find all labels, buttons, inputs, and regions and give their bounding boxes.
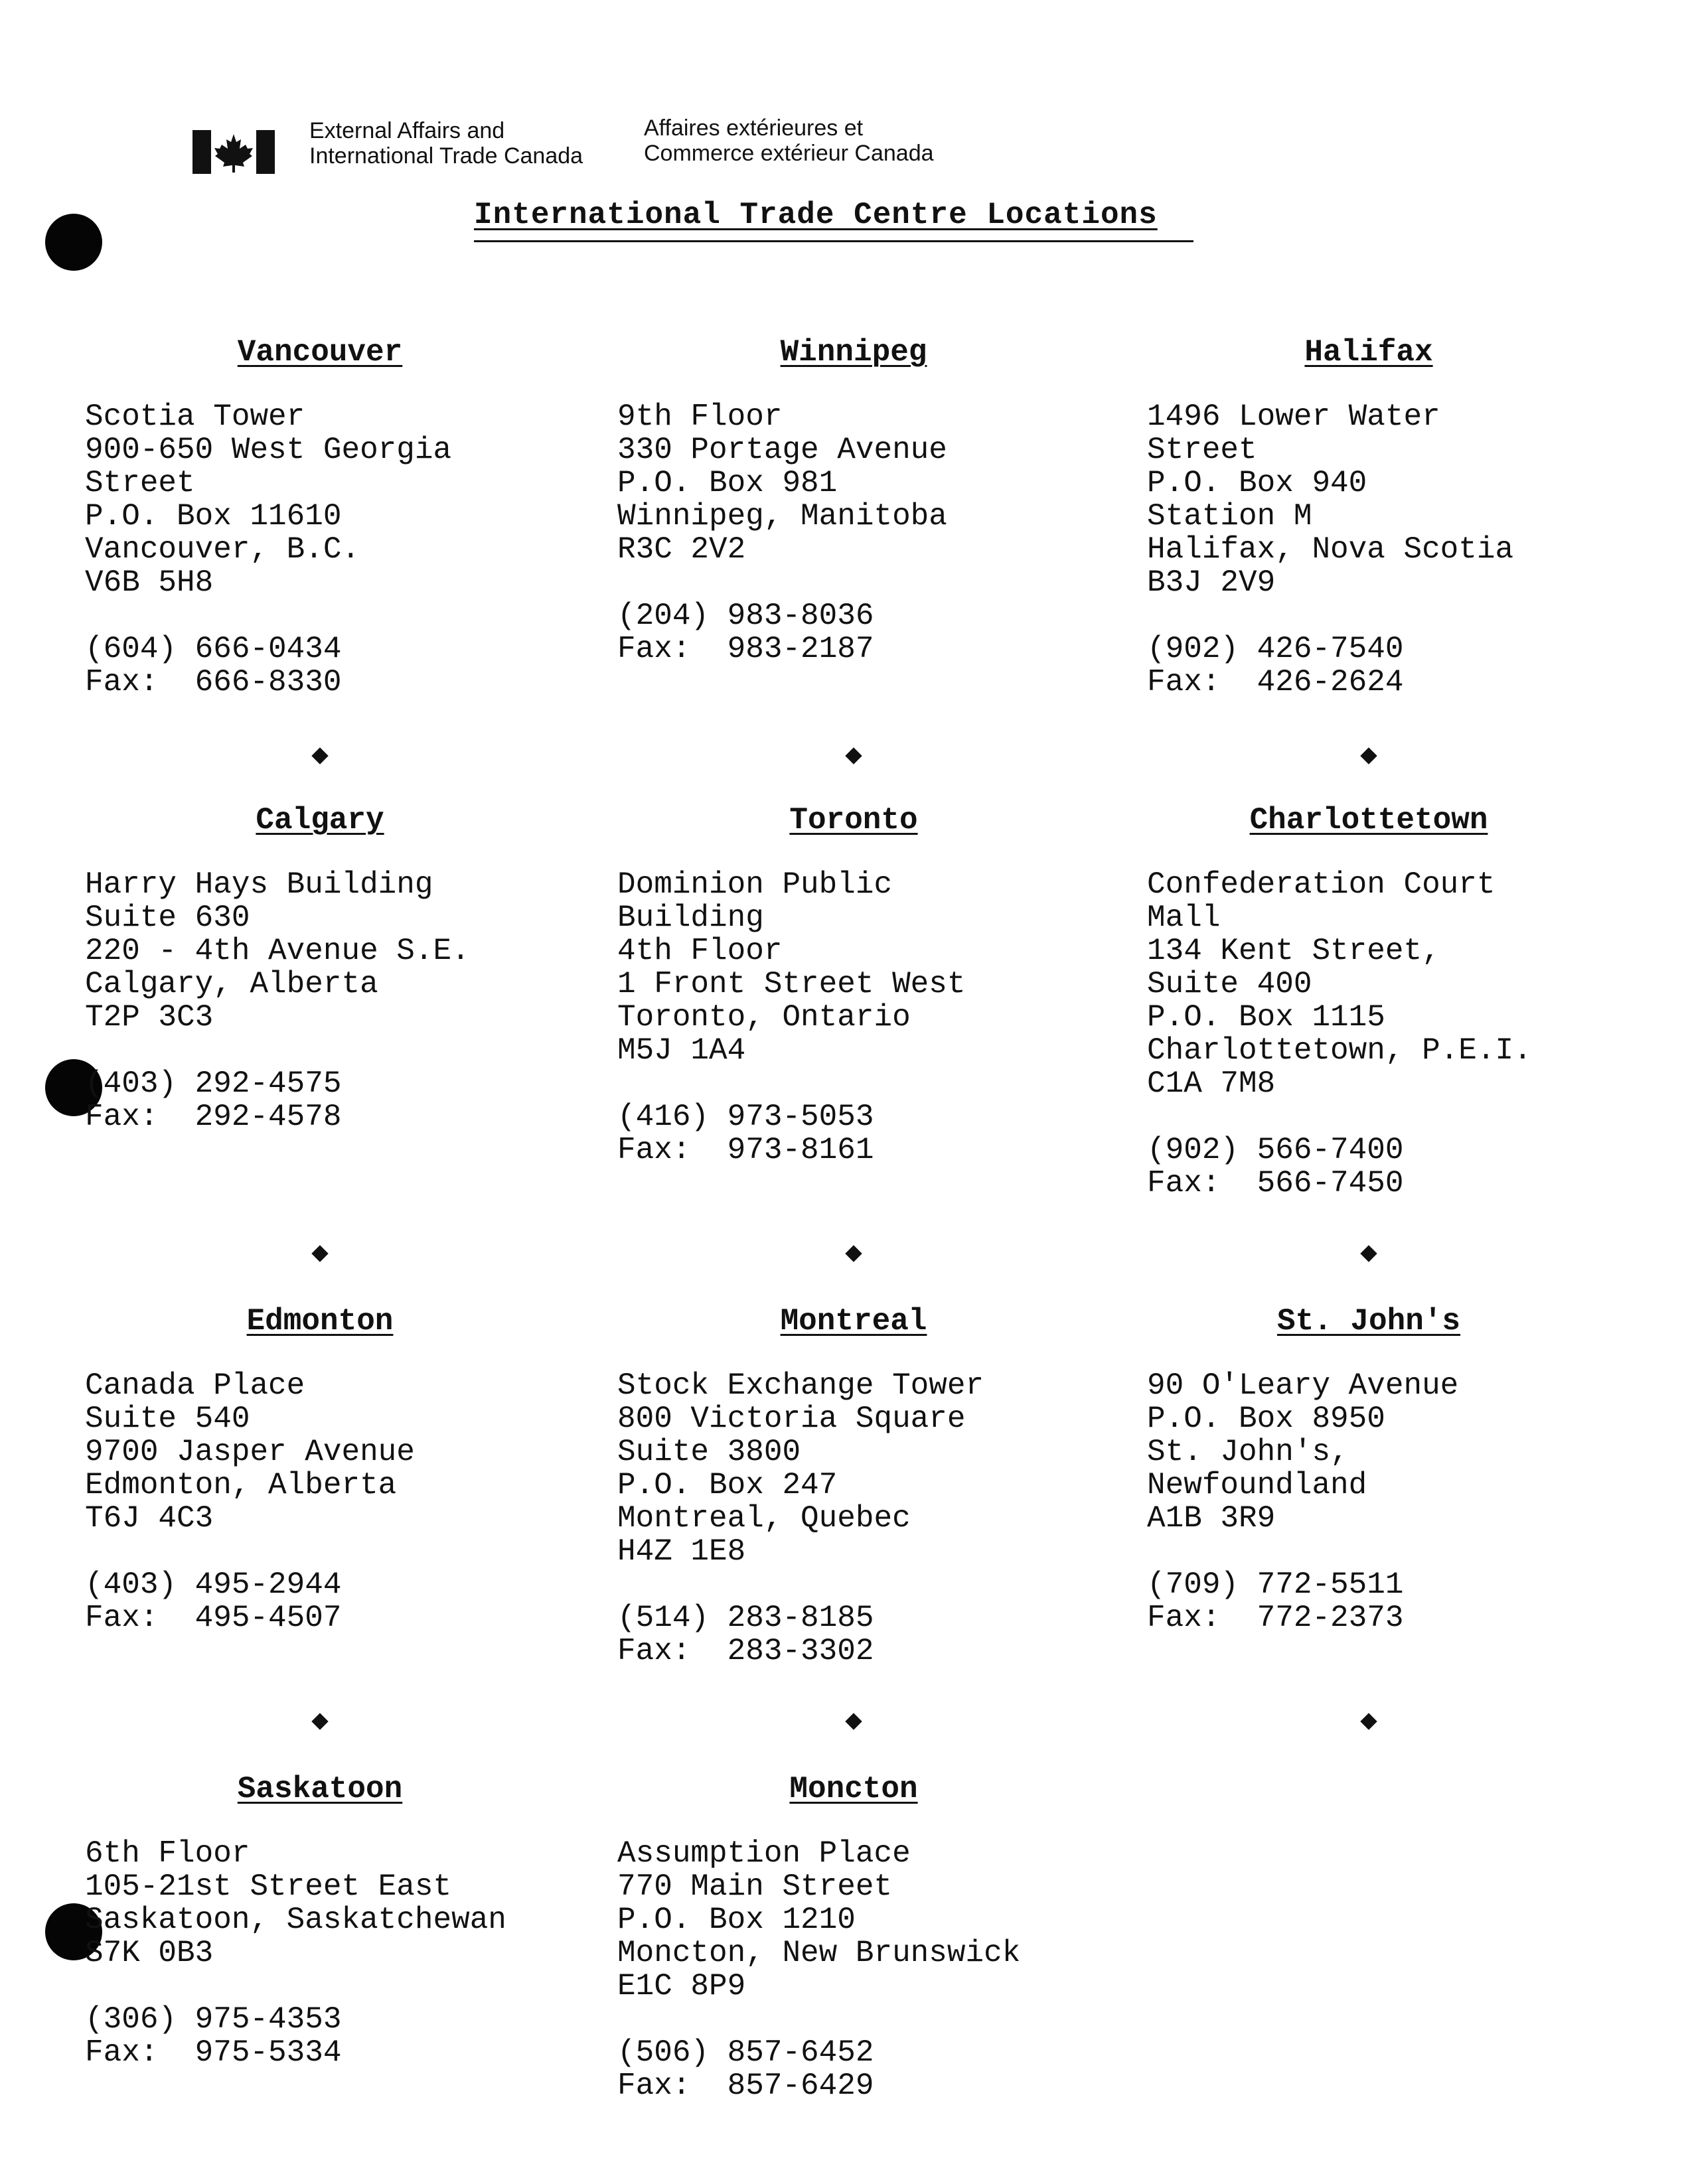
address-line: 9th Floor (617, 400, 783, 434)
fax-label: Fax: (617, 1133, 691, 1167)
office-address (617, 1369, 984, 1568)
address-line: Stock Exchange Tower (617, 1368, 984, 1403)
fax-number: 666-8330 (194, 665, 342, 699)
office-city-heading: Vancouver (237, 335, 403, 370)
office-city-heading: Montreal (780, 1304, 927, 1339)
address-line: P.O. Box 11610 (85, 499, 342, 534)
phone-number: (514) 283-8185 (617, 1601, 874, 1635)
phone-number: (416) 973-5053 (617, 1100, 874, 1134)
phone-number: (403) 495-2944 (85, 1567, 342, 1602)
fax-line (85, 1100, 341, 1133)
office-address (1147, 1369, 1458, 1535)
office-city-heading: Toronto (789, 803, 918, 837)
diamond-icon (1360, 1245, 1377, 1262)
address-line: Confederation Court (1147, 867, 1496, 902)
address-line: Newfoundland (1147, 1468, 1367, 1502)
letterhead-french (644, 115, 934, 166)
office-contact (1147, 1568, 1403, 1635)
address-line: Toronto, Ontario (617, 1000, 911, 1035)
office-address (1147, 400, 1513, 599)
address-line: P.O. Box 940 (1147, 466, 1367, 500)
office-address (85, 400, 451, 599)
fax-label: Fax: (85, 1100, 159, 1134)
diamond-icon (311, 1713, 328, 1729)
address-line: P.O. Box 981 (617, 466, 838, 500)
fax-spacer (690, 632, 727, 666)
letterhead-english-line: International Trade Canada (309, 143, 583, 169)
address-line: 105-21st Street East (85, 1869, 452, 1904)
office-city-heading: Edmonton (246, 1304, 394, 1339)
fax-label: Fax: (617, 632, 691, 666)
address-line: R3C 2V2 (617, 532, 746, 567)
address-line: Suite 3800 (617, 1435, 801, 1469)
address-line: St. John's, (1147, 1435, 1349, 1469)
office-city-heading: Calgary (256, 803, 384, 837)
fax-line (1147, 666, 1403, 699)
address-line: 800 Victoria Square (617, 1402, 966, 1436)
fax-label: Fax: (85, 1601, 159, 1635)
diamond-icon (845, 1245, 862, 1262)
address-line: Charlottetown, P.E.I. (1147, 1033, 1532, 1068)
address-line: Canada Place (85, 1368, 305, 1403)
office-address (85, 868, 470, 1034)
address-line: Suite 540 (85, 1402, 250, 1436)
address-line: V6B 5H8 (85, 565, 214, 600)
address-line: A1B 3R9 (1147, 1501, 1276, 1536)
office-contact (85, 1067, 341, 1133)
address-line: Harry Hays Building (85, 867, 433, 902)
fax-label: Fax: (617, 2069, 691, 2103)
office-address (617, 868, 966, 1067)
address-line: 6th Floor (85, 1836, 250, 1871)
address-line: 900-650 West Georgia (85, 433, 452, 467)
address-line: Street (1147, 433, 1257, 467)
office-city-heading: Saskatoon (237, 1772, 403, 1806)
fax-spacer (158, 1601, 194, 1635)
office-contact (85, 1568, 341, 1635)
fax-spacer (158, 665, 194, 699)
phone-number: (604) 666-0434 (85, 632, 342, 666)
fax-spacer (690, 1133, 727, 1167)
fax-line (1147, 1601, 1403, 1635)
diamond-icon (845, 747, 862, 764)
diamond-icon (311, 747, 328, 764)
address-line: 1496 Lower Water (1147, 400, 1440, 434)
office-city-heading: Halifax (1304, 335, 1433, 370)
address-line: Calgary, Alberta (85, 967, 378, 1001)
letterhead-english (309, 118, 583, 169)
address-line: B3J 2V9 (1147, 565, 1276, 600)
address-line: 4th Floor (617, 934, 783, 968)
fax-line (617, 2069, 874, 2102)
address-line: S7K 0B3 (85, 1936, 214, 1970)
office-city-heading: Charlottetown (1249, 803, 1488, 837)
diamond-icon (845, 1713, 862, 1729)
address-line: Scotia Tower (85, 400, 305, 434)
address-line: Building (617, 901, 764, 935)
address-line: 1 Front Street West (617, 967, 966, 1001)
fax-number: 975-5334 (194, 2035, 342, 2070)
diamond-icon (1360, 747, 1377, 764)
address-line: P.O. Box 1210 (617, 1903, 856, 1937)
address-line: Suite 400 (1147, 967, 1312, 1001)
title-double-underline (474, 240, 1193, 242)
office-contact (1147, 632, 1403, 699)
phone-number: (902) 426-7540 (1147, 632, 1404, 666)
address-line: Station M (1147, 499, 1312, 534)
address-line: Street (85, 466, 195, 500)
fax-number: 292-4578 (194, 1100, 342, 1134)
fax-spacer (1220, 665, 1257, 699)
fax-number: 983-2187 (727, 632, 874, 666)
office-contact (617, 1601, 874, 1668)
office-contact (85, 2003, 341, 2069)
address-line: P.O. Box 8950 (1147, 1402, 1385, 1436)
fax-spacer (690, 1634, 727, 1668)
fax-line (617, 632, 874, 666)
phone-number: (306) 975-4353 (85, 2002, 342, 2037)
address-line: 90 O'Leary Avenue (1147, 1368, 1459, 1403)
office-address (617, 1837, 1020, 2003)
address-line: Winnipeg, Manitoba (617, 499, 947, 534)
address-line: Montreal, Quebec (617, 1501, 911, 1536)
letterhead-french-line: Affaires extérieures et (644, 115, 864, 141)
address-line: P.O. Box 1115 (1147, 1000, 1385, 1035)
fax-label: Fax: (1147, 1166, 1221, 1201)
office-contact (617, 1100, 874, 1167)
address-line: Edmonton, Alberta (85, 1468, 397, 1502)
address-line: 9700 Jasper Avenue (85, 1435, 415, 1469)
address-line: Mall (1147, 901, 1221, 935)
fax-line (617, 1133, 874, 1167)
fax-label: Fax: (617, 1634, 691, 1668)
address-line: H4Z 1E8 (617, 1534, 746, 1569)
address-line: M5J 1A4 (617, 1033, 746, 1068)
fax-number: 973-8161 (727, 1133, 874, 1167)
fax-spacer (1220, 1601, 1257, 1635)
fax-spacer (158, 1100, 194, 1134)
diamond-icon (311, 1245, 328, 1262)
address-line: Halifax, Nova Scotia (1147, 532, 1514, 567)
fax-label: Fax: (1147, 665, 1221, 699)
fax-line (85, 1601, 341, 1635)
letterhead-english-line: External Affairs and (309, 118, 505, 143)
address-line: T2P 3C3 (85, 1000, 214, 1035)
fax-label: Fax: (1147, 1601, 1221, 1635)
office-city-heading: Winnipeg (780, 335, 927, 370)
fax-line (85, 2036, 341, 2069)
office-contact (617, 599, 874, 666)
address-line: Moncton, New Brunswick (617, 1936, 1021, 1970)
fax-spacer (158, 2035, 194, 2070)
address-line: C1A 7M8 (1147, 1066, 1276, 1101)
fax-number: 495-4507 (194, 1601, 342, 1635)
office-address (85, 1369, 415, 1535)
address-line: 220 - 4th Avenue S.E. (85, 934, 470, 968)
address-line: Dominion Public (617, 867, 893, 902)
phone-number: (204) 983-8036 (617, 599, 874, 633)
fax-number: 283-3302 (727, 1634, 874, 1668)
address-line: Vancouver, B.C. (85, 532, 360, 567)
office-address (85, 1837, 506, 1970)
letterhead-french-line: Commerce extérieur Canada (644, 141, 934, 166)
address-line: 134 Kent Street, (1147, 934, 1440, 968)
fax-number: 772-2373 (1257, 1601, 1404, 1635)
office-address (1147, 868, 1532, 1100)
phone-number: (403) 292-4575 (85, 1066, 342, 1101)
phone-number: (902) 566-7400 (1147, 1133, 1404, 1167)
page-title: International Trade Centre Locations (474, 198, 1158, 232)
fax-line (1147, 1167, 1403, 1200)
address-line: P.O. Box 247 (617, 1468, 838, 1502)
fax-line (617, 1635, 874, 1668)
fax-spacer (690, 2069, 727, 2103)
fax-number: 857-6429 (727, 2069, 874, 2103)
address-line: Saskatoon, Saskatchewan (85, 1903, 506, 1937)
address-line: 770 Main Street (617, 1869, 893, 1904)
address-line: 330 Portage Avenue (617, 433, 947, 467)
address-line: T6J 4C3 (85, 1501, 214, 1536)
office-city-heading: Moncton (789, 1772, 918, 1806)
diamond-icon (1360, 1713, 1377, 1729)
address-line: Suite 630 (85, 901, 250, 935)
fax-label: Fax: (85, 665, 159, 699)
office-city-heading: St. John's (1276, 1304, 1461, 1339)
fax-label: Fax: (85, 2035, 159, 2070)
address-line: E1C 8P9 (617, 1969, 746, 2003)
canada-flag-icon (192, 130, 275, 174)
fax-number: 426-2624 (1257, 665, 1404, 699)
office-contact (85, 632, 341, 699)
hole-punch (45, 214, 102, 271)
office-contact (1147, 1133, 1403, 1200)
phone-number: (506) 857-6452 (617, 2035, 874, 2070)
address-line: Assumption Place (617, 1836, 911, 1871)
office-contact (617, 2036, 874, 2102)
fax-number: 566-7450 (1257, 1166, 1404, 1201)
office-address (617, 400, 947, 566)
phone-number: (709) 772-5511 (1147, 1567, 1404, 1602)
fax-line (85, 666, 341, 699)
fax-spacer (1220, 1166, 1257, 1201)
